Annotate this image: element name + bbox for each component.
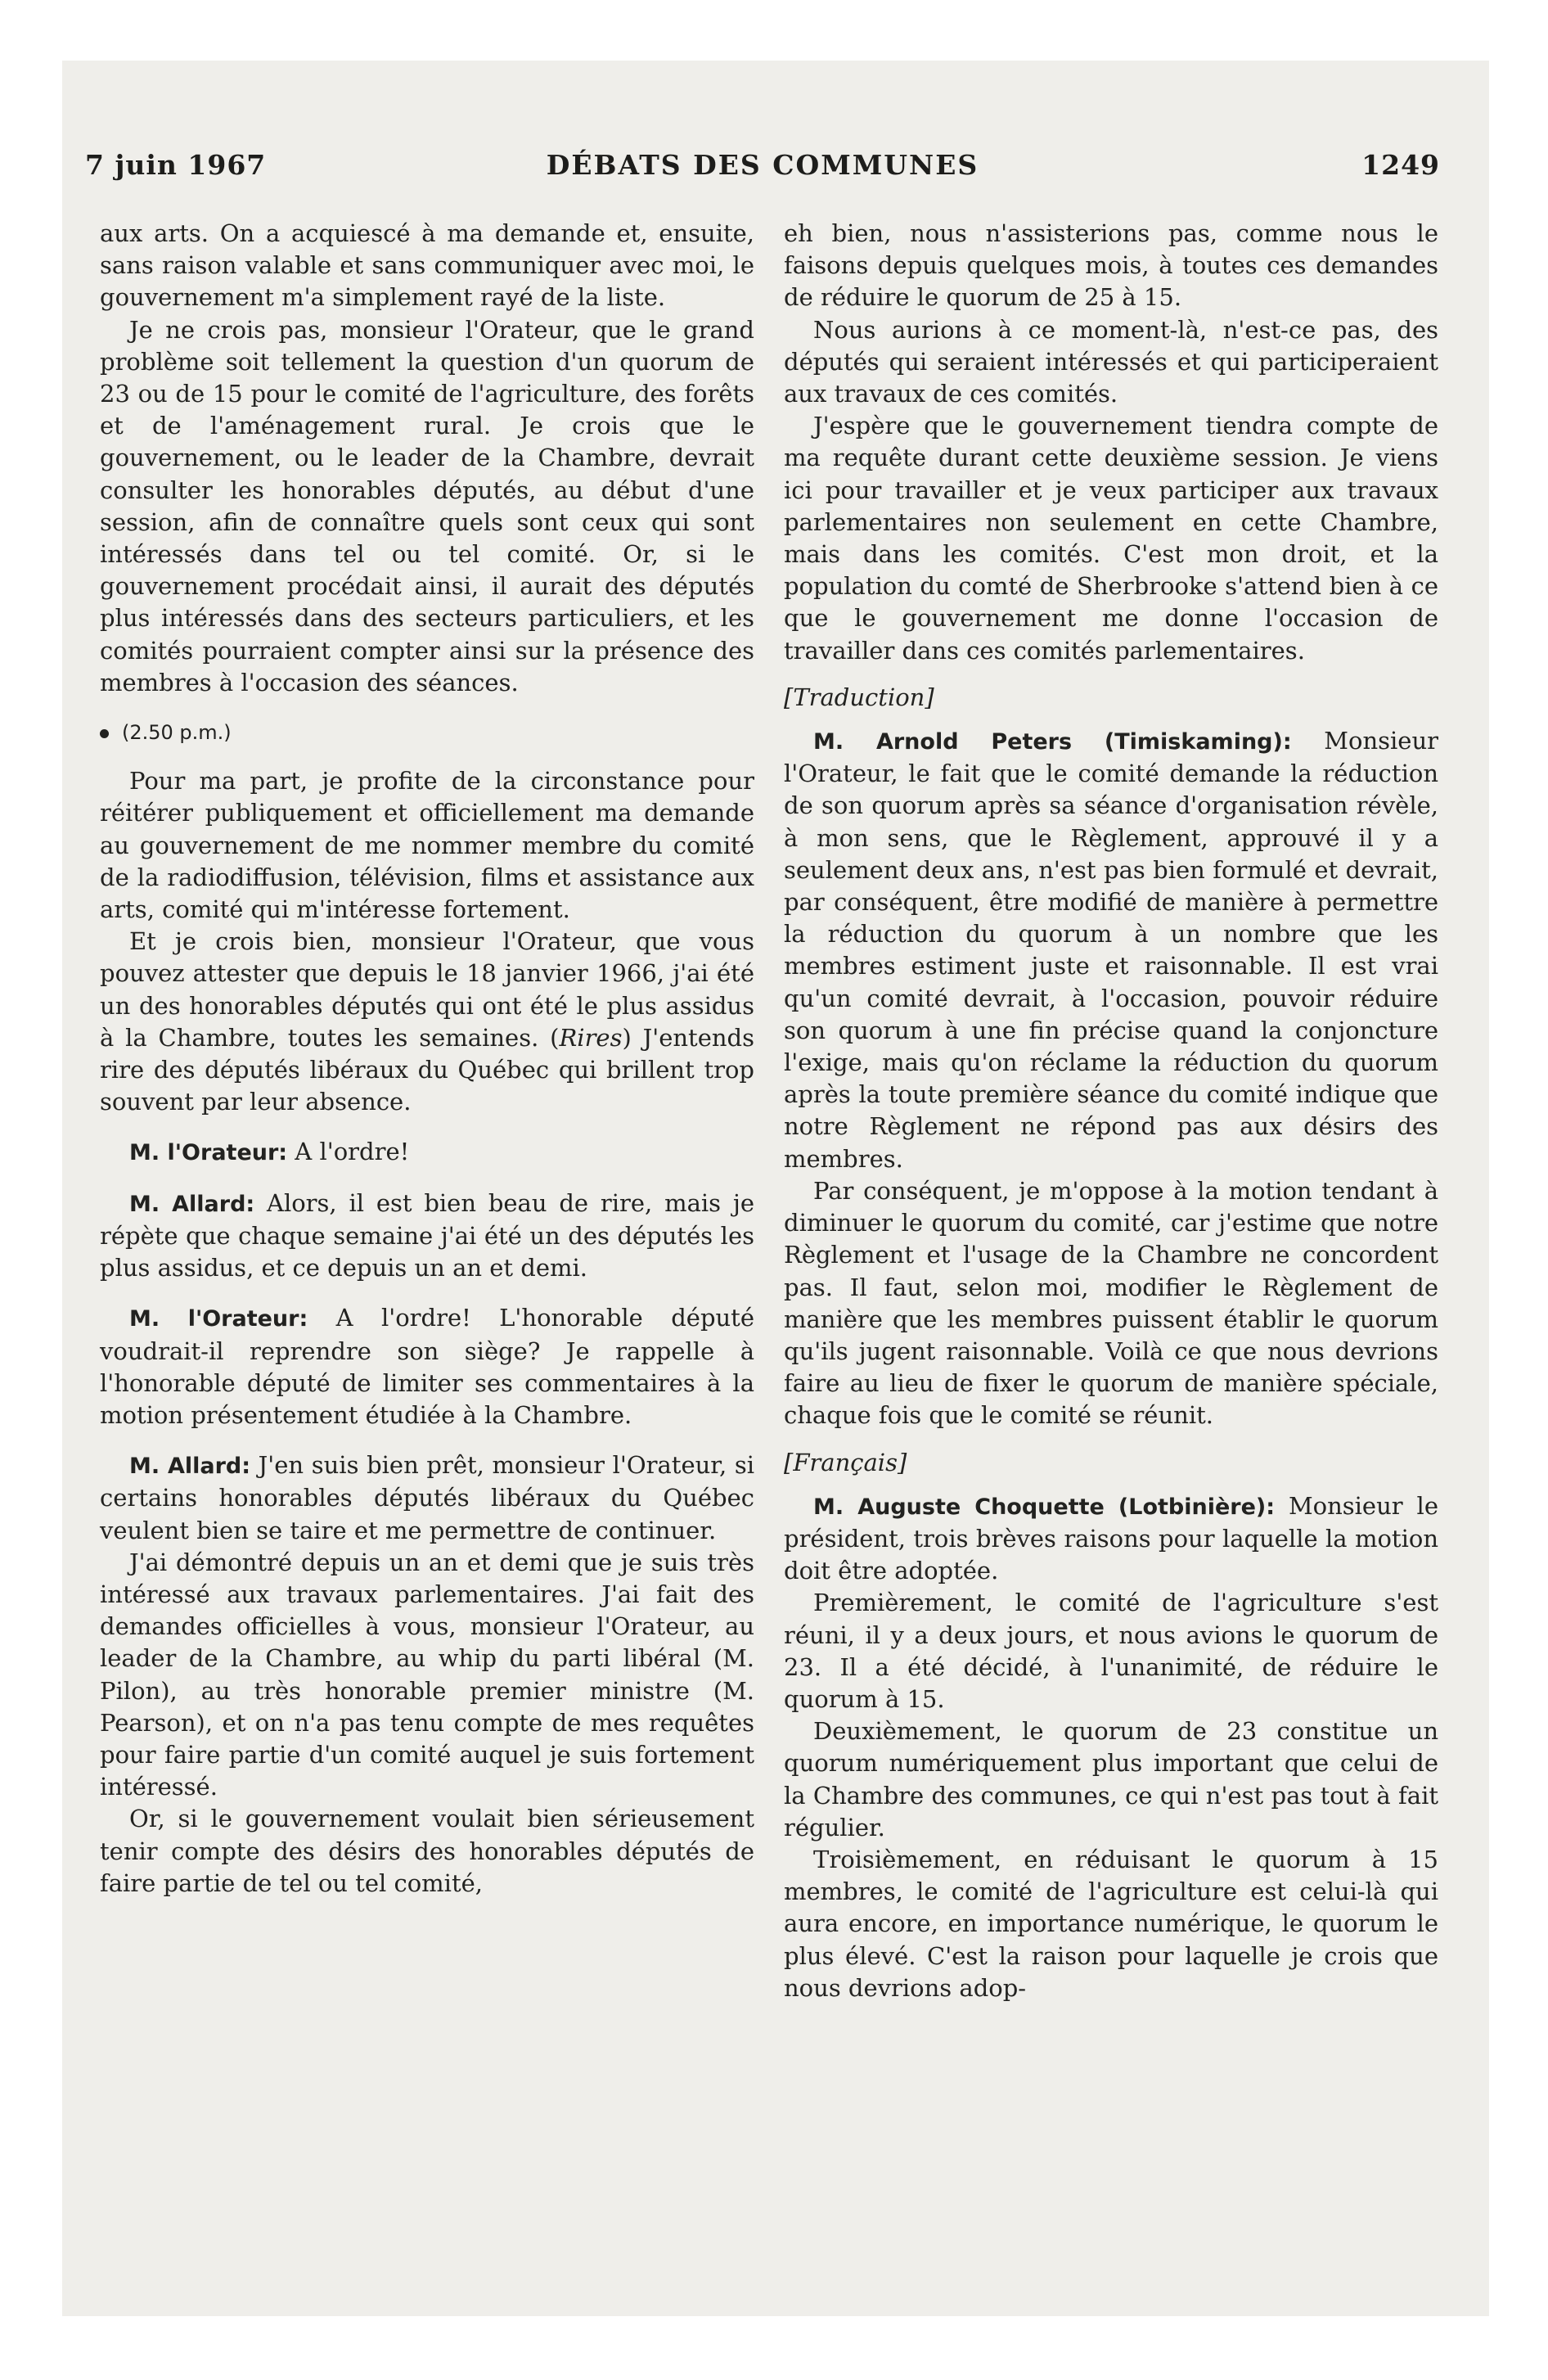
timestamp — [100, 717, 754, 749]
speech-text: J'en suis bien prêt, monsieur l'Orateur, si certains honorables députés libéraux du Québec veulent bien se taire et me permettre de continuer. — [100, 1451, 754, 1544]
paragraph: eh bien, nous n'assisterions pas, comme nous le faisons depuis quelques mois, à toutes ces demandes de réduire le quorum de 25 à 15. — [784, 219, 1438, 312]
paragraph: Pour ma part, je profite de la circonstance pour réitérer publiquement et officiellement ma demande au gouvernement de me nommer membre du comité de la radiodiffusion, télévision, films et assistance aux arts, comité qui m'intéresse fortement. — [100, 767, 754, 924]
language-marker: [Traduction] — [784, 683, 934, 711]
speech-text: A l'ordre! L'honorable député voudrait-il reprendre son siège? Je rappelle à l'honorable député de limiter ses commentaires à la motion présentement étudiée à la Chambre. — [100, 1304, 754, 1429]
header-date: 7 juin 1967 — [85, 149, 267, 181]
paragraph: aux arts. On a acquiescé à ma demande et, ensuite, sans raison valable et sans communiquer avec moi, le gouvernement m'a simplement rayé de la liste. — [100, 219, 754, 312]
paragraph — [100, 926, 754, 1118]
header-title: DÉBATS DES COMMUNES — [546, 149, 979, 181]
paragraph: J'espère que le gouvernement tiendra compte de ma requête durant cette deuxième session. Je viens ici pour travailler et je veux participer aux travaux parlementaires non seulement en cette Chambre, mais dans les comités. C'est mon droit, et la population du comté de Sherbrooke s'attend bien à ce que le gouvernement me donne l'occasion de travailler dans ces comités parlementaires. — [784, 412, 1438, 665]
speech-text: Monsieur le président, trois brèves raisons pour laquelle la motion doit être adoptée. — [784, 1491, 1438, 1585]
speech — [784, 1490, 1438, 1588]
paragraph: Premièrement, le comité de l'agriculture s'est réuni, il y a deux jours, et nous avions le quorum de 23. Il a été décidé, à l'unanimité, de réduire le quorum à 15. — [784, 1589, 1438, 1713]
paragraph: Par conséquent, je m'oppose à la motion tendant à diminuer le quorum du comité, car j'estime que notre Règlement et l'usage de la Chambre ne concordent pas. Il faut, selon moi, modifier le Règlement de manière que les membres puissent établir le quorum qu'ils jugent raisonnable. Voilà ce que nous devrions faire au lieu de fixer le quorum de manière spéciale, chaque fois que le comité se réunit. — [784, 1176, 1438, 1430]
speech — [100, 1302, 754, 1431]
speech-text: Alors, il est bien beau de rire, mais je répète que chaque semaine j'ai été un des députés les plus assidus, et ce depuis un an et demi. — [100, 1188, 754, 1282]
language-marker: [Français] — [784, 1448, 907, 1476]
paragraph: J'ai démontré depuis un an et demi que je suis très intéressé aux travaux parlementaires. J'ai fait des demandes officielles à vous, monsieur l'Orateur, au leader de la Chambre, au whip du parti libéral (M. Pilon), au très honorable premier ministre (M. Pearson), et on n'a pas tenu compte de mes requêtes pour faire partie d'un comité auquel je suis fortement intéressé. — [100, 1548, 754, 1801]
paragraph: Troisièmement, en réduisant le quorum à 15 membres, le comité de l'agriculture est celui-là qui aura encore, en importance numérique, le quorum le plus élevé. C'est la raison pour laquelle je crois que nous devrions adop- — [784, 1845, 1438, 2002]
timestamp-text: (2.50 p.m.) — [122, 721, 232, 745]
page-number: 1249 — [1361, 149, 1440, 181]
speech — [100, 1136, 754, 1169]
speech — [784, 725, 1438, 1175]
paragraph-italic: Rires — [559, 1023, 623, 1052]
speech-text: A l'ordre! — [287, 1138, 410, 1166]
left-column — [100, 218, 754, 1900]
paragraph-text: Et je crois bien, monsieur l'Orateur, que vous pouvez attester que depuis le 18 janvier 1966, j'ai été un des honorables députés qui ont été le plus assidus à la Chambre, toutes les semaines. ( — [100, 927, 754, 1052]
paragraph: Nous aurions à ce moment-là, n'est-ce pas, des députés qui seraient intéressés et qui participeraient aux travaux de ces comités. — [784, 315, 1438, 408]
speech-text: Monsieur l'Orateur, le fait que le comité demande la réduction de son quorum après sa séance d'organisation révèle, à mon sens, que le Règlement, approuvé il y a seulement deux ans, n'est pas bien formulé et devrait, par conséquent, être modifié de manière à permettre la réduction du quorum à un nombre que les membres estiment juste et raisonnable. Il est vrai qu'un comité devrait, à l'occasion, pouvoir réduire son quorum à une fin précise quand la conjoncture l'exige, mais qu'on réclame la réduction du quorum après la toute première séance du comité indique que notre Règlement ne répond pas aux désirs des membres. — [784, 727, 1438, 1173]
paragraph: Or, si le gouvernement voulait bien sérieusement tenir compte des désirs des honorables députés de faire partie de tel ou tel comité, — [100, 1805, 754, 1897]
speaker-name: M. Allard: — [129, 1454, 251, 1480]
speaker-name: M. Auguste Choquette (Lotbinière): — [813, 1494, 1276, 1520]
paragraph: Deuxièmement, le quorum de 23 constitue un quorum numériquement plus important que celui de la Chambre des communes, ce qui n'est pas tout à fait régulier. — [784, 1717, 1438, 1841]
speaker-name: M. l'Orateur: — [129, 1306, 308, 1332]
bullet-icon — [100, 729, 109, 738]
speaker-name: M. Allard: — [129, 1191, 255, 1217]
paragraph-text: ) J'entends rire des députés libéraux du Québec qui brillent trop souvent par leur absence. — [100, 1023, 755, 1116]
page-header — [85, 149, 1440, 198]
speech — [100, 1449, 754, 1547]
speaker-name: M. Arnold Peters (Timiskaming): — [813, 729, 1292, 755]
speaker-name: M. l'Orateur: — [129, 1140, 288, 1166]
speech — [100, 1188, 754, 1285]
right-column — [784, 218, 1438, 2004]
paragraph: Je ne crois pas, monsieur l'Orateur, que le grand problème soit tellement la question d'un quorum de 23 ou de 15 pour le comité de l'agriculture, des forêts et de l'aménagement rural. Je crois que le gouvernement, ou le leader de la Chambre, devrait consulter les honorables députés, au début d'une session, afin de connaître quels sont ceux qui sont intéressés dans tel ou tel comité. Or, si le gouvernement procédait ainsi, il aurait des députés plus intéressés dans des secteurs particuliers, et les comités pourraient compter ainsi sur la présence des membres à l'occasion des séances. — [100, 315, 754, 696]
